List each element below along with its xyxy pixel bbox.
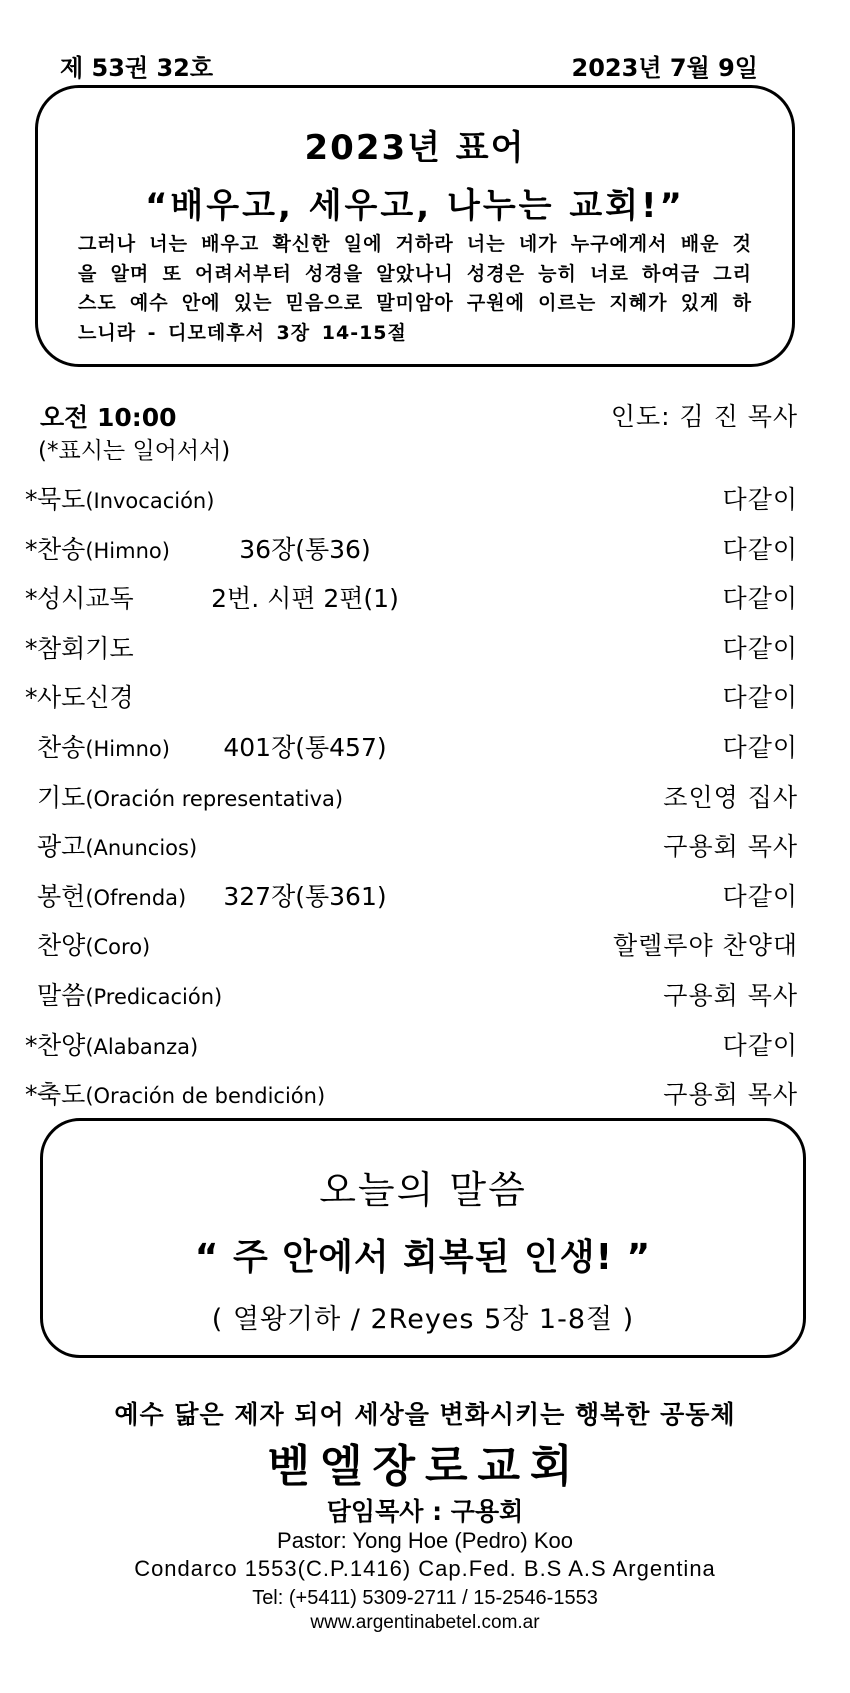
order-item-spanish: (Himno) (85, 538, 170, 563)
order-item-korean: 성시교독 (37, 584, 134, 614)
order-row (25, 1067, 798, 1117)
sermon-heading: 오늘의 말씀 (319, 1168, 527, 1212)
order-item-performer: 구용회 목사 (663, 980, 798, 1010)
standing-marker: * (25, 1080, 38, 1110)
sermon-reference: ( 열왕기하 / 2Reyes 5장 1-8절 ) (211, 1304, 635, 1335)
order-item-performer: 다같이 (722, 534, 798, 564)
order-row (25, 918, 798, 968)
order-item-korean: 봉헌 (37, 881, 86, 911)
church-vision: 예수 닮은 제자 되어 세상을 변화시키는 행복한 공동체 (114, 1400, 736, 1429)
order-item-performer: 다같이 (722, 683, 798, 713)
order-row (25, 869, 798, 919)
sermon-title: “ 주 안에서 회복된 인생! ” (194, 1237, 652, 1278)
sermon-box (40, 1118, 806, 1358)
order-item-korean: 찬양 (37, 931, 86, 961)
order-row (25, 968, 798, 1018)
order-row (25, 621, 798, 671)
order-item-performer: 할렐루야 찬양대 (613, 931, 798, 961)
order-row (25, 819, 798, 869)
order-row (25, 670, 798, 720)
order-item-korean: 말씀 (37, 980, 86, 1010)
order-item (25, 629, 134, 665)
order-item-performer: 구용회 목사 (663, 832, 798, 862)
order-item-performer: 다같이 (722, 584, 798, 614)
standing-marker: * (25, 683, 38, 713)
order-item-performer: 다같이 (722, 732, 798, 762)
motto-year-title: 2023년 표어 (304, 128, 526, 168)
standing-marker: * (25, 584, 38, 614)
order-row (25, 472, 798, 522)
order-item-korean: 기도 (37, 782, 86, 812)
order-item-performer: 구용회 목사 (663, 1080, 798, 1110)
standing-marker: * (25, 485, 38, 514)
order-item-korean: 찬양 (37, 1030, 86, 1060)
church-phone: Tel: (+5411) 5309-2711 / 15-2546-1553 (252, 1587, 598, 1609)
order-item (25, 1026, 198, 1062)
order-item-korean: 광고 (37, 832, 86, 862)
order-item (25, 678, 134, 714)
order-item-detail: 2번. 시편 2편(1) (211, 584, 399, 614)
order-item-performer: 다같이 (722, 633, 798, 663)
order-item-spanish: (Coro) (85, 935, 151, 960)
standing-marker: * (25, 633, 38, 663)
church-website[interactable]: www.argentinabetel.com.ar (310, 1612, 540, 1633)
church-address: Condarco 1553(C.P.1416) Cap.Fed. B.S A.S Argentina (134, 1556, 716, 1581)
issue-number: 제 53권 32호 (60, 54, 214, 82)
order-item (25, 926, 150, 962)
standing-note: (*표시는 일어서서) (38, 438, 231, 464)
service-time: 오전 10:00 (40, 403, 177, 432)
bulletin-date: 2023년 7월 9일 (571, 54, 758, 82)
order-item-korean: 찬송 (37, 732, 86, 762)
order-item-performer: 조인영 집사 (663, 782, 798, 812)
order-row (25, 770, 798, 820)
order-item-spanish: (Predicación) (85, 984, 223, 1009)
order-item-spanish: (Alabanza) (85, 1034, 199, 1059)
order-item (25, 480, 214, 516)
order-row (25, 571, 798, 621)
order-item-detail: 36장(통36) (239, 534, 371, 564)
order-item (25, 976, 222, 1012)
order-item-performer: 다같이 (722, 881, 798, 911)
order-row (25, 522, 798, 572)
order-item (25, 1075, 325, 1111)
order-item-korean: 찬송 (37, 534, 86, 564)
order-item-spanish: (Invocación) (85, 489, 215, 513)
order-item-spanish: (Anuncios) (85, 836, 198, 861)
church-name: 벧엘장로교회 (267, 1441, 583, 1492)
order-item-performer: 다같이 (722, 1030, 798, 1060)
senior-pastor-es: Pastor: Yong Hoe (Pedro) Koo (277, 1528, 573, 1553)
order-item-detail: 327장(통361) (223, 881, 387, 911)
order-item-korean: 묵도 (37, 485, 86, 514)
order-item-spanish: (Oración de bendición) (85, 1084, 326, 1109)
order-row (25, 1018, 798, 1068)
order-item-korean: 축도 (37, 1080, 86, 1110)
order-row (25, 720, 798, 770)
standing-marker: * (25, 534, 38, 564)
order-item-korean: 참회기도 (37, 633, 134, 663)
order-of-worship (25, 472, 798, 1117)
service-leader: 인도: 김 진 목사 (610, 402, 798, 431)
order-item-performer: 다같이 (722, 485, 798, 514)
order-item-spanish: (Oración representativa) (85, 786, 344, 811)
order-item-spanish: (Ofrenda) (85, 885, 187, 910)
motto-slogan: “배우고, 세우고, 나누는 교회!” (145, 186, 685, 226)
order-item-korean: 사도신경 (37, 683, 134, 713)
order-item-spanish: (Himno) (85, 736, 170, 761)
standing-marker: * (25, 1030, 38, 1060)
motto-verse: 그러나 너는 배우고 확신한 일에 거하라 너는 네가 누구에게서 배운 것을 알며 또 어려서부터 성경을 알았나니 성경은 능히 너로 하여금 그리스도 예수 안에 있는 믿음으로 말미암아 구원에 이르는 지혜가 있게 하느니라 - 디모데후서 3장 14-15절 (78, 233, 752, 344)
senior-pastor-ko: 담임목사 : 구용회 (326, 1497, 524, 1526)
order-item-detail: 401장(통457) (223, 732, 387, 762)
motto-box (35, 85, 795, 367)
order-item (25, 827, 197, 863)
order-item (25, 778, 343, 814)
